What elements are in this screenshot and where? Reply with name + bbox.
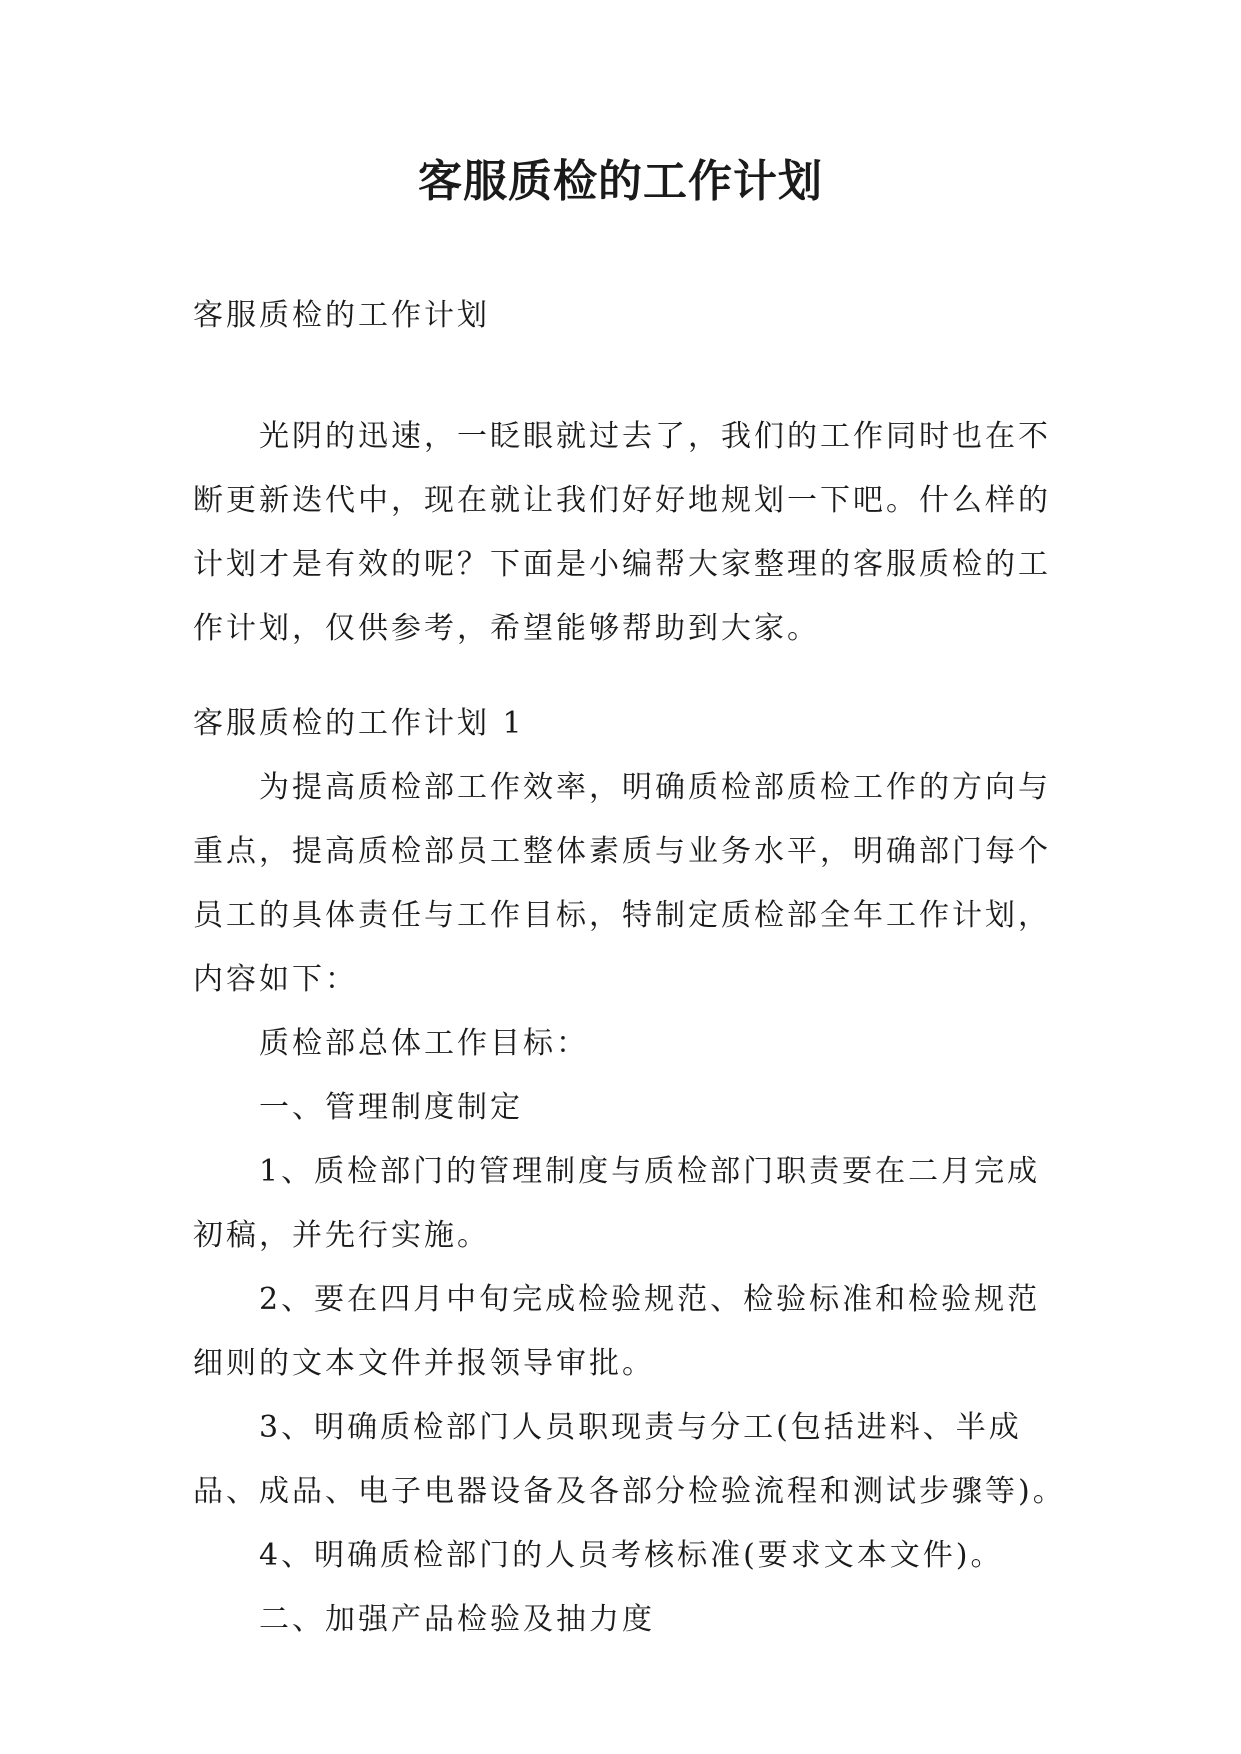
intro-paragraph: 光阴的迅速，一眨眼就过去了，我们的工作同时也在不断更新迭代中，现在就让我们好好地规划一下吧。什么样的计划才是有效的呢？下面是小编帮大家整理的客服质检的工作计划，仅供参考，希望能够帮助到大家。 <box>193 419 1051 646</box>
document-subtitle: 客服质检的工作计划 <box>193 298 490 333</box>
intro-block <box>193 405 1073 661</box>
section-1-heading: 客服质检的工作计划 1 <box>193 706 525 741</box>
paragraph-item-4: 4、明确质检部门的人员考核标准(要求文本文件)。 <box>259 1538 1004 1573</box>
paragraph-item-2: 2、要在四月中旬完成检验规范、检验标准和检验规范细则的文本文件并报领导审批。 <box>193 1282 1041 1381</box>
paragraph-purpose: 为提高质检部工作效率，明确质检部质检工作的方向与重点，提高质检部员工整体素质与业务水平，明确部门每个员工的具体责任与工作目标，特制定质检部全年工作计划，内容如下： <box>193 770 1051 997</box>
subtitle-block <box>193 284 1073 348</box>
paragraph-heading-inspection: 二、加强产品检验及抽力度 <box>259 1602 655 1637</box>
paragraph-item-1: 1、质检部门的管理制度与质检部门职责要在二月完成初稿，并先行实施。 <box>193 1154 1041 1253</box>
paragraph-item-3: 3、明确质检部门人员职现责与分工(包括进料、半成品、成品、电子电器设备及各部分检验流程和测试步骤等)。 <box>193 1410 1066 1509</box>
document-title: 客服质检的工作计划 <box>418 156 823 207</box>
paragraph-overall-goal: 质检部总体工作目标： <box>259 1026 589 1061</box>
paragraph-heading-management: 一、管理制度制定 <box>259 1090 523 1125</box>
section-1 <box>193 692 1073 1652</box>
